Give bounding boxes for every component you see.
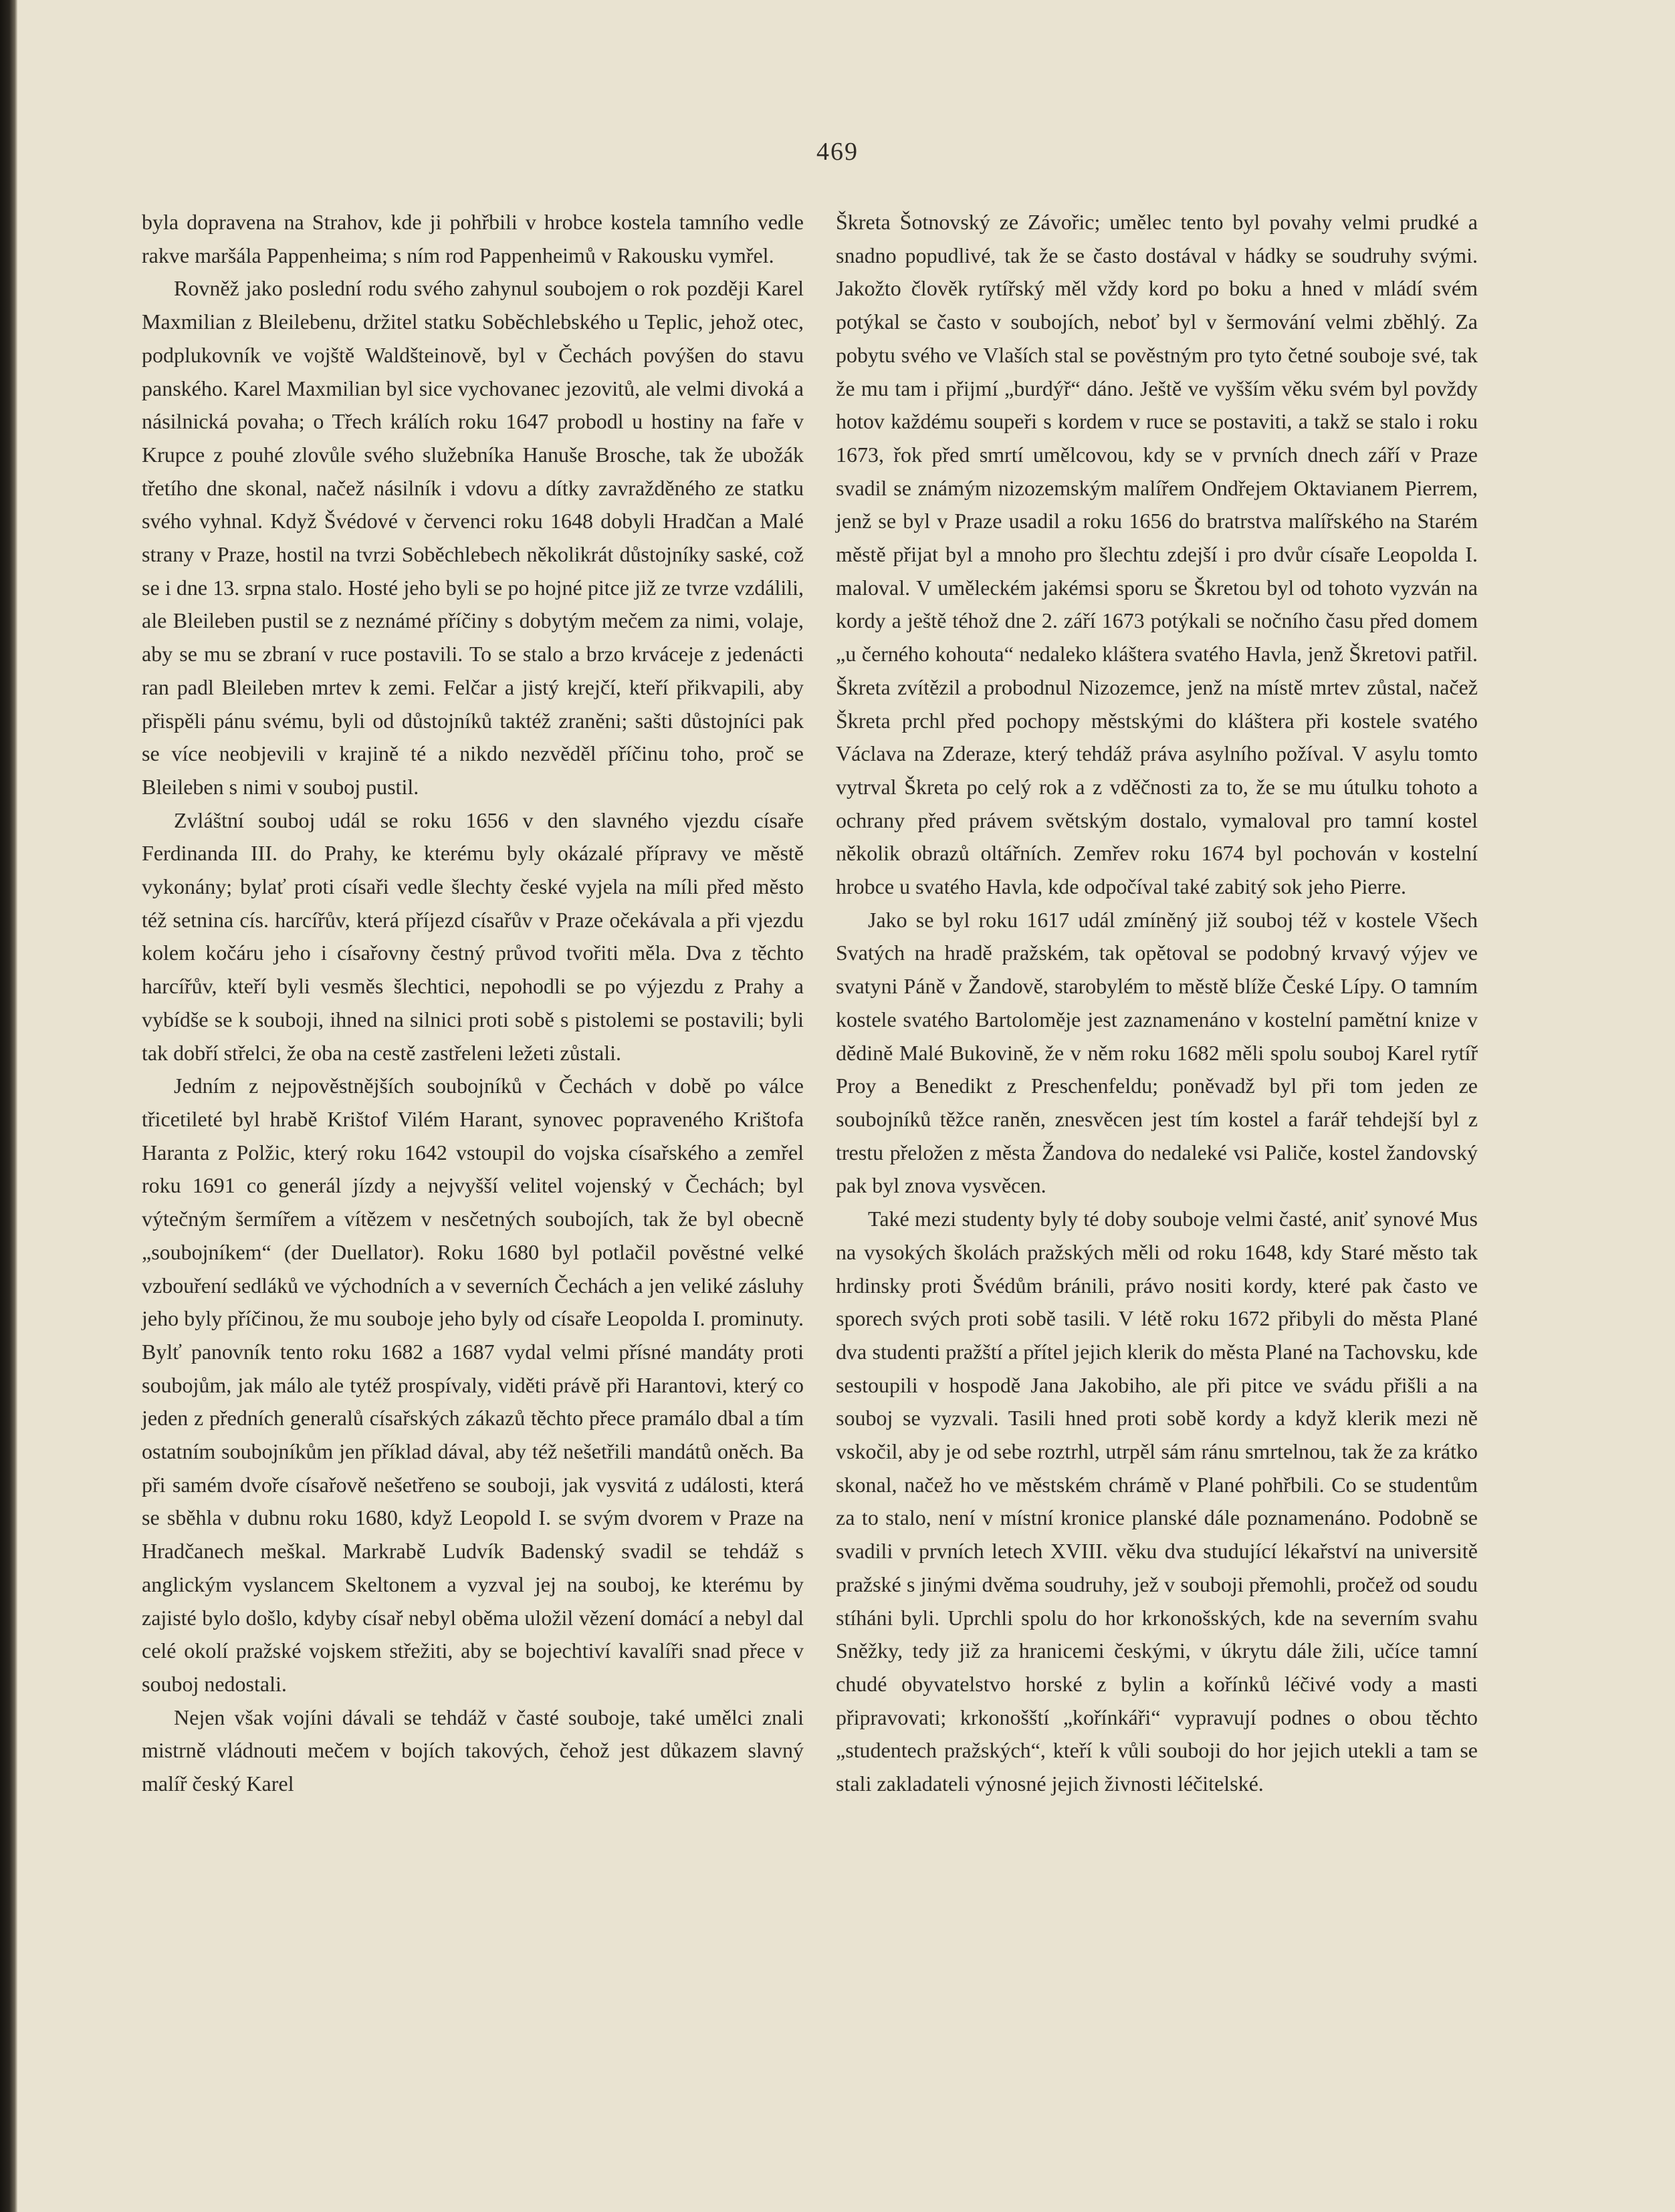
paragraph: byla dopravena na Strahov, kde ji pohřbili v hrobce kostela tamního vedle rakve maršála Pappenheima; s ním rod Pappenheimů v Rakousku vymřel. [142, 210, 804, 267]
book-binding-edge [0, 0, 17, 2212]
paragraph: Jako se byl roku 1617 udál zmíněný již souboj též v kostele Všech Svatých na hradě pražském, tak opětoval se podobný krvavý výjev ve svatyni Páně v Žandově, starobylém to městě blíže České Lípy. O tamním kostele svatého Bartoloměje jest zaznamenáno v kostelní pamětní knize v dědině Malé Bukovině, že v něm roku 1682 měli spolu souboj Karel rytíř Proy a Benedikt z Preschenfeldu; poněvadž byl při tom jeden ze soubojníků těžce raněn, znesvěcen jest tím kostel a farář tehdejší byl z trestu přeložen z města Žandova do nedaleké vsi Paliče, kostel žandovský pak byl znova vysvěcen. [836, 907, 1478, 1198]
paragraph: Zvláštní souboj udál se roku 1656 v den slavného vjezdu císaře Ferdinanda III. do Prahy, ke kterému byly okázalé přípravy ve městě vykonány; bylať proti císaři vedle šlechty české vyjela na míli před město též setnina cís. harcířův, která příjezd císařův v Praze očekávala a při vjezdu kolem kočáru jeho i císařovny čestný průvod tvořiti měla. Dva z těchto harcířův, kteří byli vesměs šlechtici, nepohodli se po výjezdu z Prahy a vybídše se k souboji, ihned na silnici proti sobě s pistolemi se postavili; byli tak dobří střelci, že oba na cestě zastřeleni ležeti zůstali. [142, 808, 804, 1065]
paragraph: Jedním z nejpověstnějších soubojníků v Čechách v době po válce třicetileté byl hrabě Krištof Vilém Harant, synovec popraveného Krištofa Haranta z Polžic, který roku 1642 vstoupil do vojska císařského a zemřel roku 1691 co generál jízdy a nejvyšší velitel vojenský v Čechách; byl výtečným šermířem a vítězem v nesčetných soubojích, tak že byl obecně „soubojníkem“ (der Duellator). Roku 1680 byl potlačil pověstné velké vzbouření sedláků ve východních a v severních Čechách a jen veliké zásluhy jeho byly příčinou, že mu souboje jeho byly od císaře Leopolda I. prominuty. Bylť panovník tento roku 1682 a 1687 vydal velmi přísné mandáty proti soubojům, jak málo ale tytéž prospívaly, viděti právě při Harantovi, který co jeden z předních generalů císařských zákazů těchto přece pramálo dbal a tím ostatním soubojníkům jen příklad dával, aby též nešetřili mandátů oněch. Ba při samém dvoře císařově nešetřeno se souboji, jak vysvitá z události, která se sběhla v dubnu roku 1680, když Leopold I. se svým dvorem v Praze na Hradčanech meškal. Markrabě Ludvík Badenský svadil se tehdáž s anglickým vyslancem Skeltonem a vyzval jej na souboj, ke kterému by zajisté bylo došlo, kdyby císař nebyl oběma uložil vězení domácí a nebyl dal celé okolí pražské vojskem střežiti, aby se bojechtiví kavalíři snad přece v souboj nedostali. [142, 1074, 804, 1696]
page-number: 469 [816, 138, 859, 166]
paragraph: Rovněž jako poslední rodu svého zahynul soubojem o rok později Karel Maxmilian z Bleilebenu, držitel statku Soběchlebského u Teplic, jehož otec, podplukovník ve vojště Waldšteinově, byl v Čechách povýšen do stavu panského. Karel Maxmilian byl sice vychovanec jezovitů, ale velmi divoká a násilnická povaha; o Třech králích roku 1647 probodl u hostiny na faře v Krupce z pouhé zlovůle svého služebníka Hanuše Brosche, tak že ubožák třetího dne skonal, načež násilník i vdovu a dítky zavražděného ze statku svého vyhnal. Když Švédové v červenci roku 1648 dobyli Hradčan a Malé strany v Praze, hostil na tvrzi Soběchlebech několikrát důstojníky saské, což se i dne 13. srpna stalo. Hosté jeho byli se po hojné pitce již ze tvrze vzdálili, ale Bleileben pustil se z neznámé příčiny s dobytým mečem za nimi, volaje, aby se mu se zbraní v ruce postavili. To se stalo a brzo krvácejе z jedenácti ran padl Bleileben mrtev k zemi. Felčar a jistý krejčí, kteří přikvapili, aby přispěli pánu svému, byli od důstojníků taktéž zraněni; sašti důstojníci pak se více neobjevili v krajině té a nikdo nezvěděl příčinu toho, proč se Bleileben s nimi v souboj pustil. [142, 276, 804, 799]
text-column-right [836, 206, 1478, 1801]
paragraph: Škreta Šotnovský ze Závořic; umělec tento byl povahy velmi prudké a snadno popudlivé, tak že se často dostával v hádky se soudruhy svými. Jakožto člověk rytířský měl vždy kord po boku a hned v mládí svém potýkal se často v soubojích, neboť byl v šermování velmi zběhlý. Za pobytu svého ve Vlaších stal se pověstným pro tyto četné souboje své, tak že mu tam i přijmí „burdýř“ dáno. Ještě ve vyšším věku svém byl povždy hotov každému soupeři s kordem v ruce se postaviti, a takž se stalo i roku 1673, řok před smrtí umělcovou, kdy se v prvních dnech září v Praze svadil se známým nizozemským malířem Ondřejem Oktavianem Pierrem, jenž se byl v Praze usadil a roku 1656 do bratrstva malířského na Starém městě přijat byl a mnoho pro šlechtu zdejší i pro dvůr císaře Leopolda I. maloval. V uměleckém jakémsi sporu se Škretou byl od tohoto vyzván na kordy a ještě téhož dne 2. září 1673 potýkali se nočního času před domem „u černého kohouta“ nedaleko kláštera svatého Havla, jenž Škretovi patřil. Škreta zvítězil a probodnul Nizozemce, jenž na místě mrtev zůstal, načež Škreta prchl před pochopy městskými do kláštera při kostele svatého Václava na Zderaze, který tehdáž práva asylního požíval. V asylu tomto vytrval Škreta po celý rok a z vděčnosti za to, že se mu útulku tohoto a ochrany před právem světským dostalo, vymaloval pro tamní kostel několik obrazů oltářních. Zemřev roku 1674 byl pochován v kostelní hrobce u svatého Havla, kde odpočíval také zabitý sok jeho Pierre. [836, 210, 1478, 899]
paragraph: Také mezi studenty byly té doby souboje velmi časté, aniť synové Mus na vysokých školách pražských měli od roku 1648, kdy Staré město tak hrdinsky proti Švédům bránili, právo nositi kordy, které pak často ve sporech svých proti sobě tasili. V létě roku 1672 přibyli do města Plané dva studenti pražští a přítel jejich klerik do města Plané na Tachovsku, kde sestoupili v hospodě Jana Jakobiho, ale při pitce ve svádu přišli a na souboj se vyzvali. Tasili hned proti sobě kordy a když klerik mezi ně vskočil, aby je od sebe roztrhl, utrpěl sám ránu smrtelnou, tak že za krátko skonal, načež ho ve městském chrámě v Plané pohřbili. Co se studentům za to stalo, není v místní kronice planské dále poznamenáno. Podobně se svadili v prvních letech XVIII. věku dva studující lékařství na universitě pražské s jinými dvěma soudruhy, jež v souboji přemohli, pročež od soudu stíháni byli. Uprchli spolu do hor krkonošských, kde na severním svahu Sněžky, tedy již za hranicemi českými, v úkrytu dále žili, učíce tamní chudé obyvatelstvo horské z bylin a kořínků léčivé vody a masti připravovati; krkonošští „kořínkáři“ vypravují podnes o obou těchto „studentech pražských“, kteří k vůli souboji do hor jejich utekli a tam se stali zakladateli výnosné jejich živnosti léčitelské. [836, 1207, 1478, 1796]
paragraph: Nejen však vojíni dávali se tehdáž v časté souboje, také umělci znali mistrně vládnouti mečem v bojích takových, čehož jest důkazem slavný malíř český Karel [142, 1705, 804, 1796]
text-column-left [142, 206, 804, 1801]
